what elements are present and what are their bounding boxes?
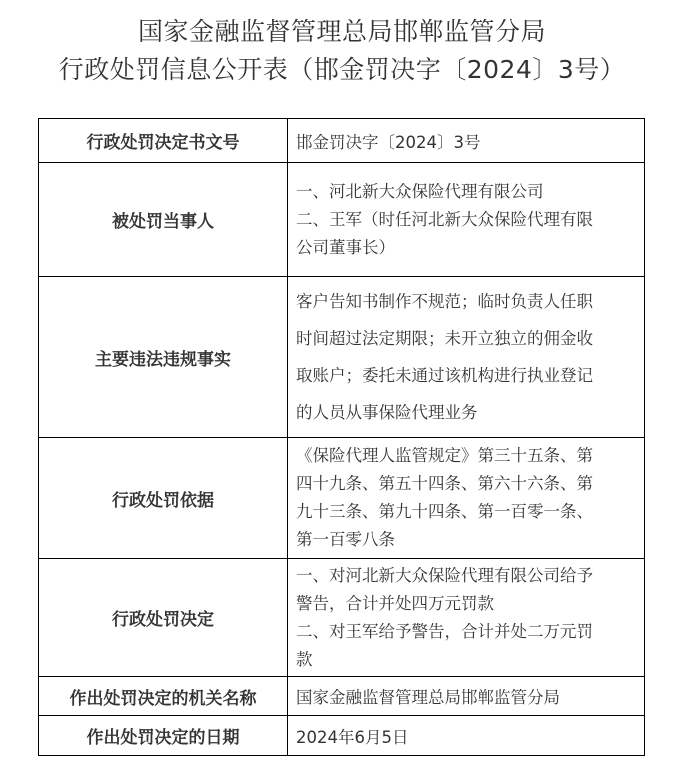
row-label: 作出处罚决定的机关名称 bbox=[39, 677, 288, 716]
text-line: 款 bbox=[296, 649, 313, 669]
text-line: 第一百零八条 bbox=[296, 530, 395, 549]
table-row-parties bbox=[39, 163, 645, 277]
row-label: 作出处罚决定的日期 bbox=[39, 716, 288, 756]
row-value: 邯金罚决字〔2024〕3号 bbox=[288, 119, 645, 163]
text-line: 四十九条、第五十四条、第六十六条、第 bbox=[296, 474, 593, 493]
text-line: 九十三条、第九十四条、第一百零一条、 bbox=[296, 502, 593, 521]
table-row-date bbox=[39, 716, 645, 756]
page-title-line1: 国家金融监督管理总局邯郸监管分局 bbox=[137, 17, 546, 46]
text-line: 警告，合计并处四万元罚款 bbox=[296, 593, 494, 613]
text-line: 取账户；委托未通过该机构进行执业登记 bbox=[296, 366, 593, 385]
row-value: 国家金融监督管理总局邯郸监管分局 bbox=[288, 677, 645, 716]
table-row-decision bbox=[39, 559, 645, 677]
text-line: 的人员从事保险代理业务 bbox=[296, 403, 478, 422]
table-row-authority bbox=[39, 677, 645, 716]
row-value bbox=[288, 163, 645, 277]
row-label: 被处罚当事人 bbox=[39, 163, 288, 277]
row-label: 行政处罚决定 bbox=[39, 559, 288, 677]
text-line: 二、对王军给予警告，合计并处二万元罚 bbox=[296, 621, 593, 641]
text-line: 公司董事长） bbox=[296, 237, 395, 257]
row-value bbox=[288, 559, 645, 677]
text-line: 时间超过法定期限；未开立独立的佣金收 bbox=[296, 329, 593, 348]
text-line: 一、河北新大众保险代理有限公司 bbox=[296, 181, 544, 201]
table-row-facts bbox=[39, 277, 645, 438]
row-value bbox=[288, 277, 645, 438]
text-line: 一、对河北新大众保险代理有限公司给予 bbox=[296, 565, 593, 585]
row-label: 主要违法违规事实 bbox=[39, 277, 288, 438]
text-line: 《保险代理人监管规定》第三十五条、第 bbox=[296, 446, 593, 465]
page-title-line2: 行政处罚信息公开表（邯金罚决字〔2024〕3号） bbox=[58, 55, 626, 84]
row-value bbox=[288, 438, 645, 559]
text-line: 二、王军（时任河北新大众保险代理有限 bbox=[296, 209, 593, 229]
row-label: 行政处罚依据 bbox=[39, 438, 288, 559]
row-label: 行政处罚决定书文号 bbox=[39, 119, 288, 163]
row-value: 2024年6月5日 bbox=[288, 716, 645, 756]
table-row-doc-number bbox=[39, 119, 645, 163]
penalty-info-table bbox=[38, 118, 645, 756]
text-line: 客户告知书制作不规范；临时负责人任职 bbox=[296, 292, 593, 311]
table-row-basis bbox=[39, 438, 645, 559]
